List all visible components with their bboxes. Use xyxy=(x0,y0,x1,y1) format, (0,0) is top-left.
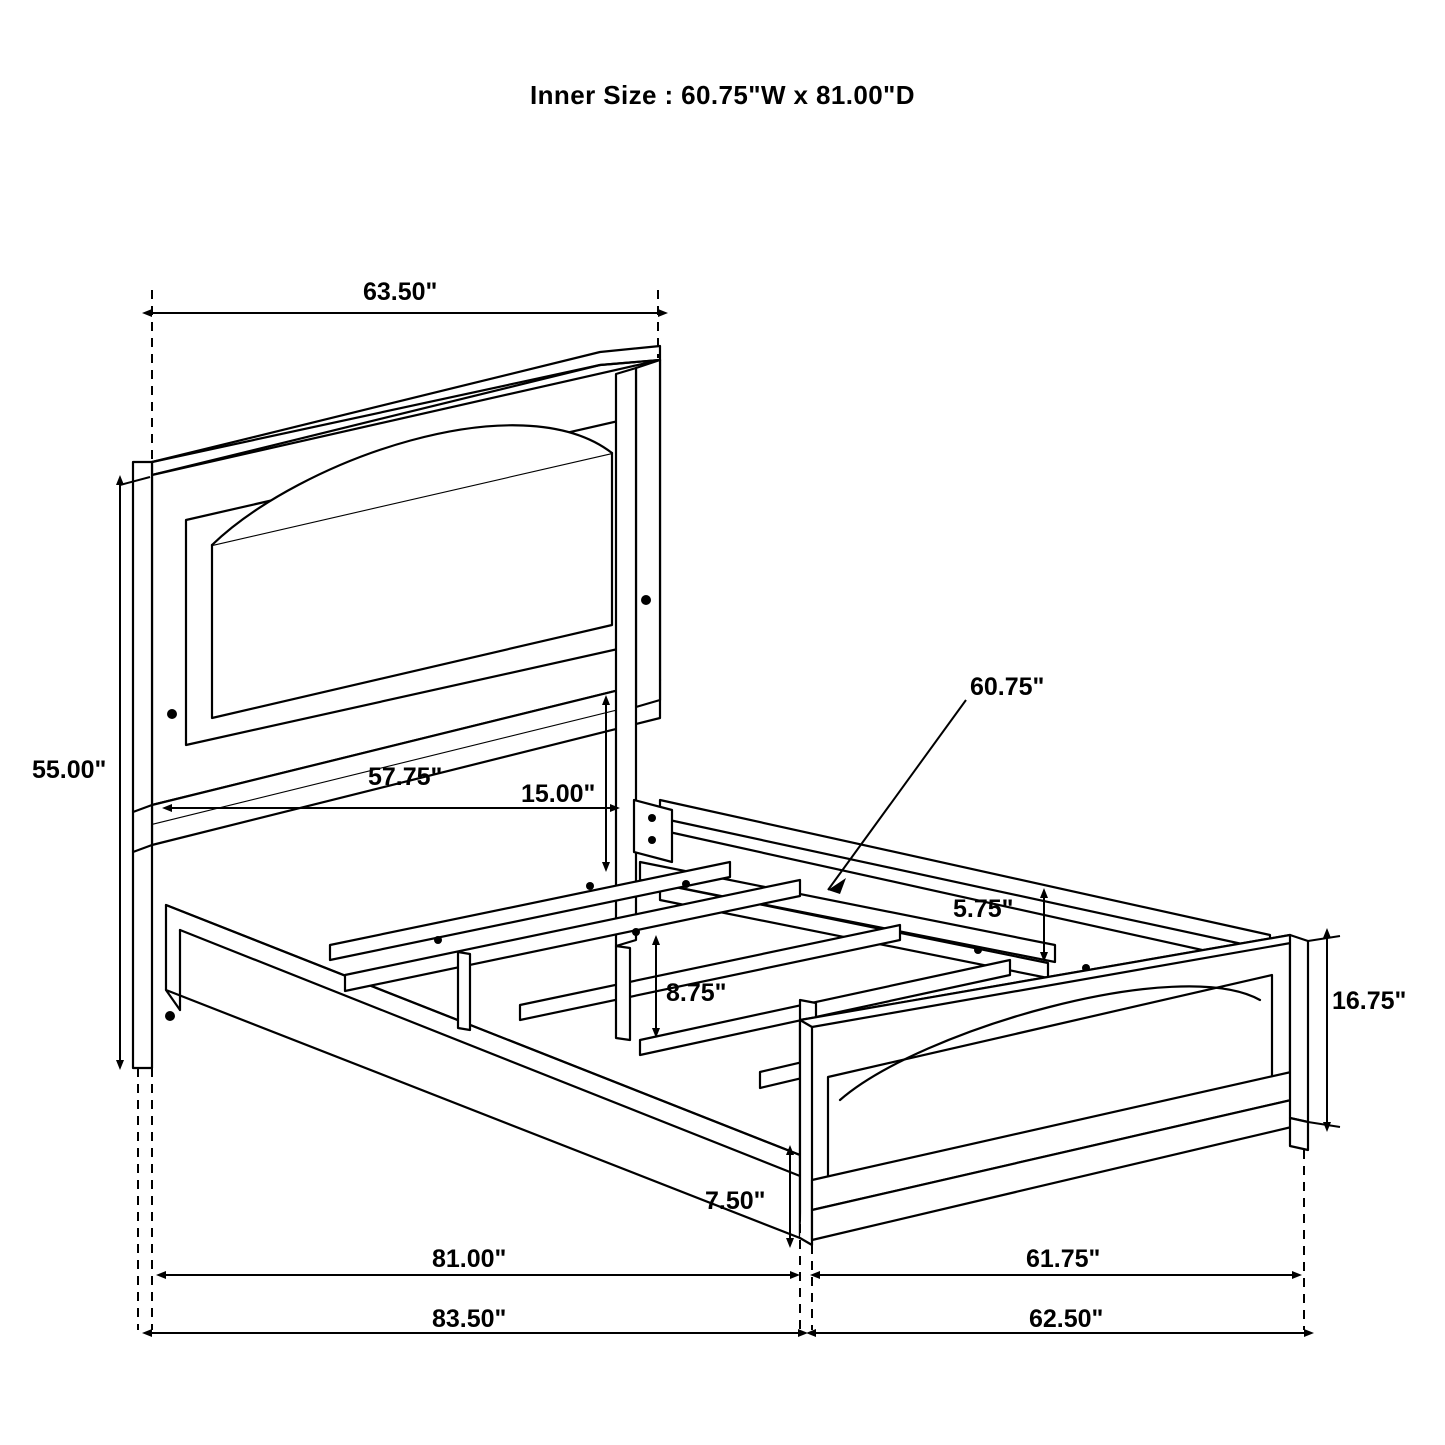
dimension-label-footboard-inner-width: 61.75" xyxy=(1026,1245,1101,1273)
page-title: Inner Size : 60.75"W x 81.00"D xyxy=(530,80,915,110)
dimension-label-footboard-floor-clearance: 7.50" xyxy=(705,1187,766,1215)
dimension-label-inner-width-callout: 60.75" xyxy=(970,673,1045,701)
dimension-label-overall-depth: 83.50" xyxy=(432,1305,507,1333)
dimension-label-inner-depth: 81.00" xyxy=(432,1245,507,1273)
dimension-label-headboard-width-top: 63.50" xyxy=(363,278,438,306)
dimension-label-slat-clearance: 8.75" xyxy=(666,979,727,1007)
dimension-label-overall-footboard-width: 62.50" xyxy=(1029,1305,1104,1333)
dimension-label-footboard-height-right: 16.75" xyxy=(1332,987,1407,1015)
dimension-label-center-support-height: 5.75" xyxy=(953,895,1014,923)
dimension-label-rail-to-headboard-height: 15.00" xyxy=(521,780,596,808)
dimension-label-headboard-height-left: 55.00" xyxy=(32,756,107,784)
dimension-label-headboard-inner-width: 57.75" xyxy=(368,763,443,791)
